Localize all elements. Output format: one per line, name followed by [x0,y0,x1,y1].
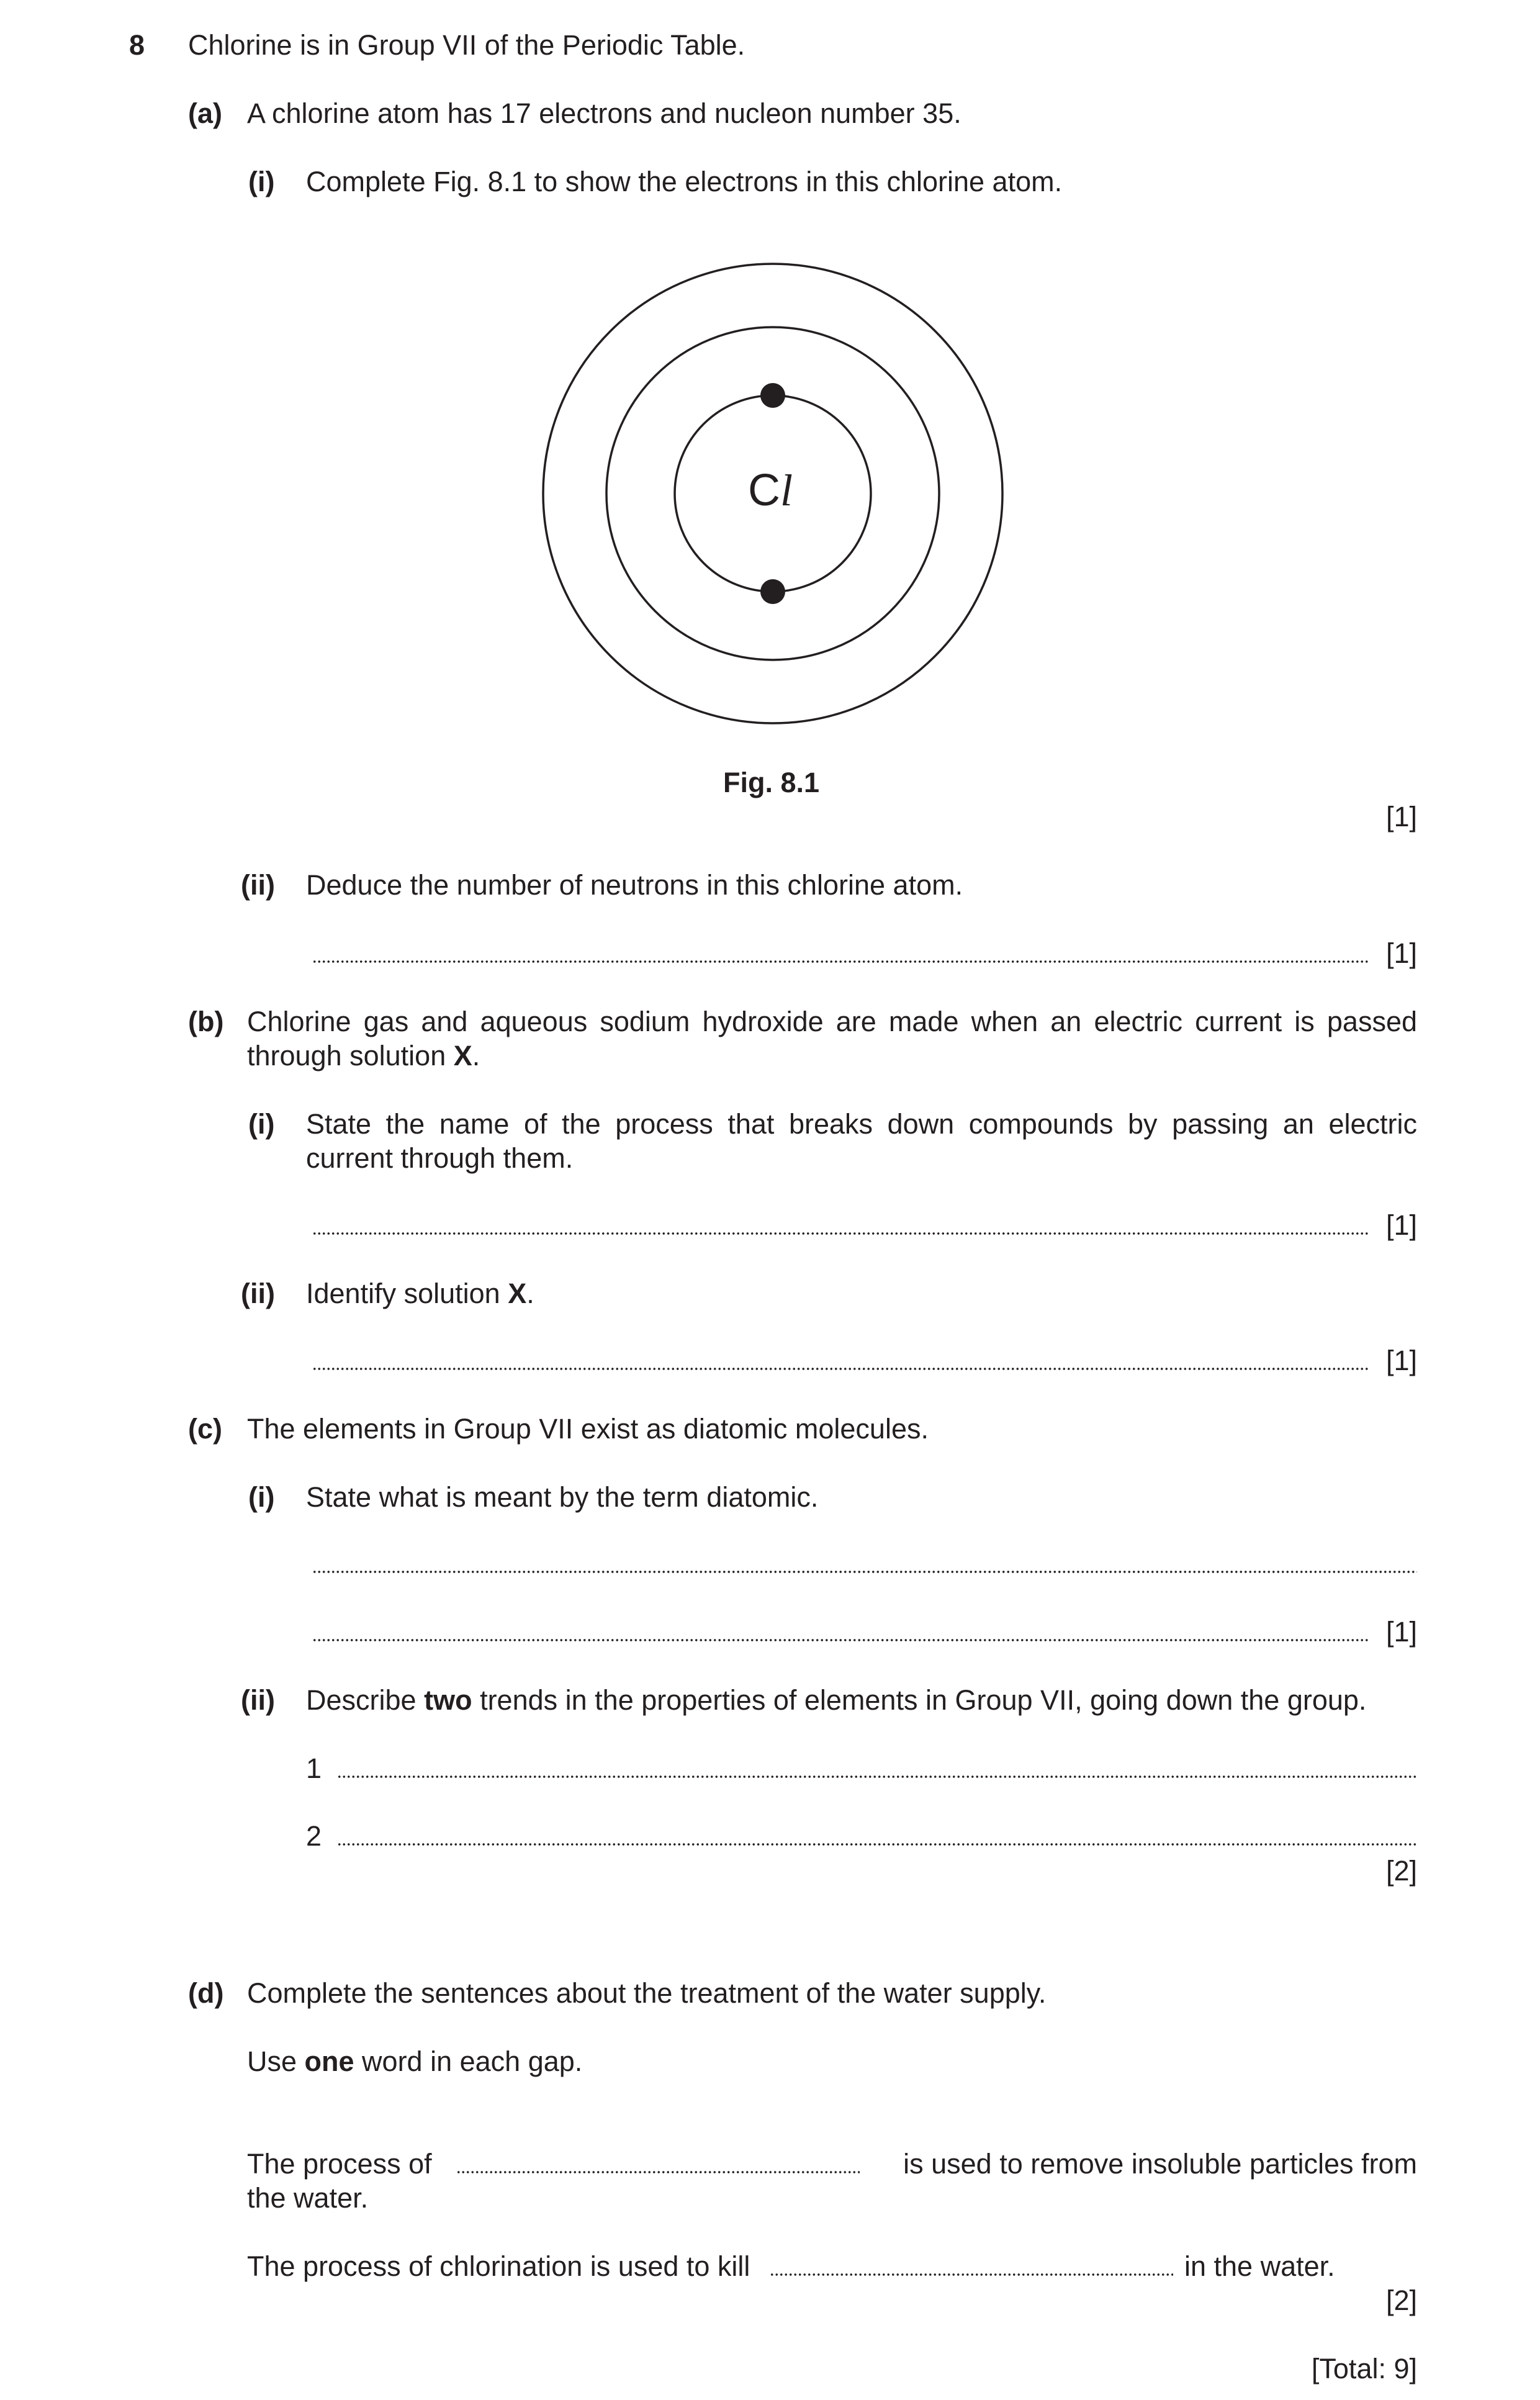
answer-line-b-i[interactable] [312,1232,1369,1235]
part-c-ii-text-2: trends in the properties of elements in Group VII, going down the group. [472,1684,1367,1716]
part-c-ii-text [306,1683,1366,1717]
answer-line-c-ii-2[interactable] [337,1843,1417,1846]
answer-line-a-ii[interactable] [312,960,1369,963]
sentence-1-end: is used to remove insoluble particles from [903,2148,1417,2180]
part-d-text: Complete the sentences about the treatment of the water supply. [247,1977,1047,2009]
answer-line-c-i-2[interactable] [312,1639,1369,1641]
part-d-label: (d) [188,1977,224,2009]
question-total: [Total: 9] [1311,2353,1417,2384]
electron-bottom [760,579,785,604]
part-a-ii-mark: [1] [1385,937,1417,969]
element-symbol-l: l [780,466,793,515]
part-a-ii-label: (ii) [241,869,275,901]
sentence-2-end: in the water. [1184,2250,1335,2282]
part-b-text-2: . [472,1040,480,1071]
part-d-instruction [247,2044,582,2078]
part-c-i-mark: [1] [1385,1616,1417,1648]
atom-diagram[interactable] [534,261,1006,733]
part-d-mark: [2] [1385,2285,1417,2316]
part-c-i-text: State what is meant by the term diatomic. [306,1481,819,1513]
sentence-1-start: The process of [247,2148,432,2180]
question-stem: Chlorine is in Group VII of the Periodic Table. [188,29,745,61]
part-c-ii-text-1: Describe [306,1684,425,1716]
part-c-ii-mark: [2] [1385,1855,1417,1887]
part-b-i-mark: [1] [1385,1209,1417,1241]
part-c-ii-label: (ii) [241,1684,275,1716]
gap-2[interactable] [770,2273,1173,2276]
part-c-ii-text-bold: two [424,1684,472,1716]
part-a-i-label: (i) [248,166,275,197]
gap-1[interactable] [456,2171,860,2173]
part-b-ii-text-2: . [526,1278,534,1309]
electron-top [760,383,785,408]
part-b-i-text: State the name of the process that breaks down compounds by passing an electric current through them. [306,1108,1417,1174]
part-b-ii-mark: [1] [1385,1345,1417,1376]
question-number: 8 [129,29,145,61]
part-b-label: (b) [188,1006,224,1037]
part-d-instruction-1: Use [247,2046,305,2077]
part-b-text-bold: X [453,1040,472,1071]
part-c-label: (c) [188,1413,222,1445]
part-d-instruction-2: word in each gap. [354,2046,583,2077]
part-b-text-1: Chlorine gas and aqueous sodium hydroxide are made when an electric current is passed through solution [247,1006,1417,1071]
part-a-label: (a) [188,97,222,129]
figure-caption: Fig. 8.1 [723,767,820,798]
part-c-i-label: (i) [248,1481,275,1513]
part-b-ii-label: (ii) [241,1278,275,1309]
answer-line-c-ii-1[interactable] [337,1775,1417,1778]
element-symbol-c: C [748,466,780,515]
answer-line-b-ii[interactable] [312,1368,1369,1370]
part-a-text: A chlorine atom has 17 electrons and nucleon number 35. [247,97,961,129]
answer-line-c-i-1[interactable] [312,1571,1417,1573]
part-b-i-label: (i) [248,1108,275,1140]
part-b-ii-text-1: Identify solution [306,1278,508,1309]
part-a-i-mark: [1] [1385,801,1417,832]
part-b-ii-text-bold: X [508,1278,527,1309]
part-b-ii-text [306,1276,534,1311]
sentence-1-continuation: the water. [247,2182,369,2214]
trend-number-1: 1 [306,1753,322,1784]
sentence-2-start: The process of chlorination is used to kill [247,2250,750,2282]
element-symbol [748,466,793,515]
part-c-text: The elements in Group VII exist as diatomic molecules. [247,1413,929,1445]
trend-number-2: 2 [306,1820,322,1852]
part-a-ii-text: Deduce the number of neutrons in this chlorine atom. [306,869,963,901]
part-b-text [247,1004,1417,1073]
part-d-instruction-bold: one [304,2046,354,2077]
part-a-i-text: Complete Fig. 8.1 to show the electrons in this chlorine atom. [306,166,1063,197]
